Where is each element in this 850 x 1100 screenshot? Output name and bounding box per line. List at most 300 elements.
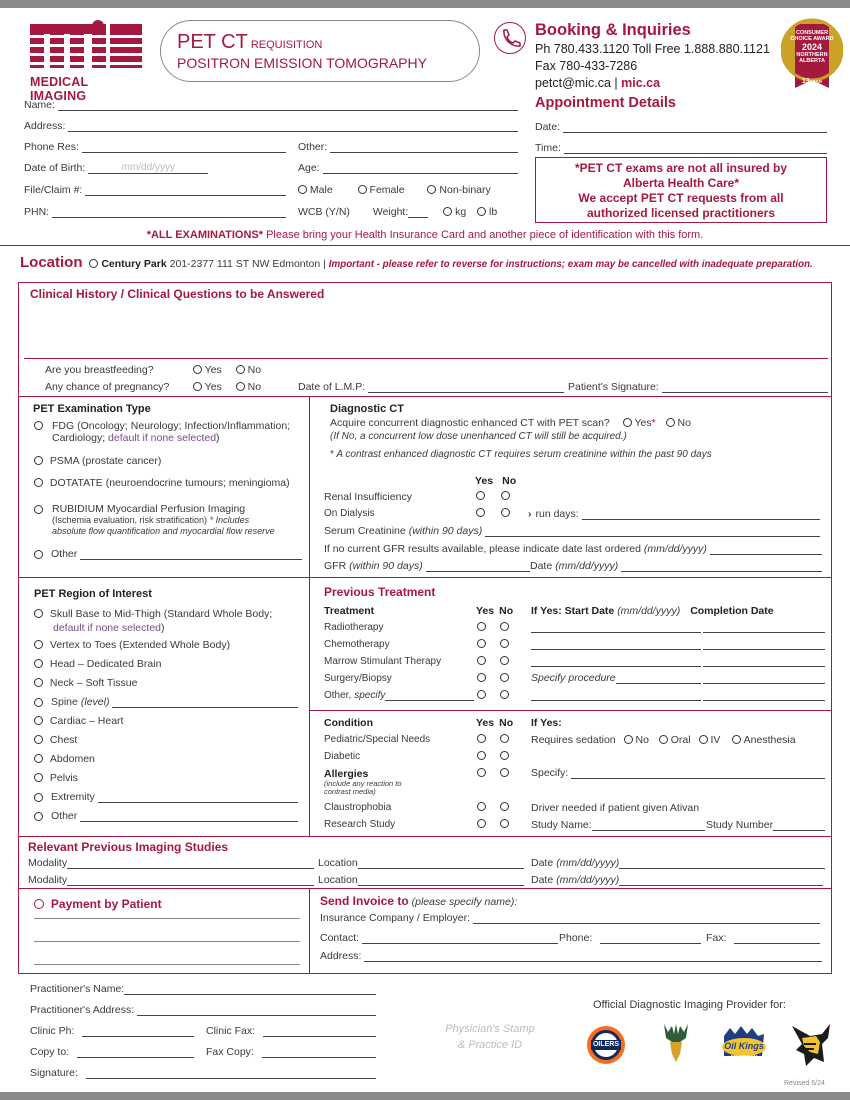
treatment-no[interactable] [500,690,509,699]
dotatate-label: DOTATATE (neuroendocrine tumours; meningioma) [49,477,290,489]
treatment-radios [477,638,509,650]
treatment-yes[interactable] [477,656,486,665]
bottom-bar [0,1092,850,1100]
region-radio[interactable] [34,716,43,725]
pediatric-yes[interactable] [477,734,486,743]
nonbinary-label: Non-binary [439,184,491,196]
sed-oral-label: Oral [670,734,691,746]
signature-label: Patient's Signature: [568,381,659,393]
region-item [34,715,123,727]
region-other-field[interactable] [34,810,298,822]
male-label: Male [309,184,333,196]
no-header: No [499,605,514,617]
ct-no-radio[interactable] [666,418,675,427]
region-radio[interactable] [34,773,43,782]
exam-type-title: PET Examination Type [33,403,151,415]
appointment-date-field[interactable] [535,121,827,133]
contact-field[interactable] [320,932,558,944]
award-l3: NORTHERN [796,52,828,58]
treatment-label: Surgery/Biopsy [324,673,392,684]
all-exams-text: Please bring your Health Insurance Card and another piece of identification with this form. [263,229,704,241]
appointment-title: Appointment Details [535,95,676,111]
practitioner-address-field[interactable] [30,1004,376,1016]
region-label: Skull Base to Mid-Thigh (Standard Whole Body; [49,608,273,620]
gfr-date-field[interactable] [530,560,822,572]
sedation-row [531,734,796,746]
study-number-label: Study Number [706,819,774,831]
fax-label: Fax: [706,932,727,944]
renal-label: Renal Insufficiency [324,491,412,503]
region-radio[interactable] [34,698,43,707]
nonbinary-radio[interactable] [427,185,436,194]
divider [18,888,832,889]
location-site: Century Park [101,258,167,270]
clinic-ph-label: Clinic Ph: [30,1025,75,1037]
lmp-label: Date of L.M.P: [298,381,366,393]
pregnancy-yes[interactable] [193,382,202,391]
clinic-fax-label: Clinic Fax: [206,1025,256,1037]
gfr-date-label: Date [530,560,553,572]
specify-label: Specify: [531,767,569,779]
physician-stamp-area[interactable] [430,1021,550,1053]
stingers-logo [788,1020,834,1066]
run-days-label: run days: [535,508,579,520]
region-radio[interactable] [34,659,43,668]
breastfeeding-label: Are you breastfeeding? [45,364,154,376]
treatment-yes[interactable] [477,639,486,648]
yes-header: Yes [476,605,495,617]
region-label: Cardiac – Heart [49,715,124,727]
sedation-iv[interactable] [699,735,708,744]
wcb-weight [298,206,497,218]
male-radio[interactable] [298,185,307,194]
payment-line[interactable] [34,964,300,965]
clinical-title: Clinical History / Clinical Questions to be Answered [30,287,325,301]
treatment-no[interactable] [500,622,509,631]
location-field[interactable] [318,874,524,886]
date-fmt: (mm/dd/yyyy) [556,857,620,869]
region-item [34,639,230,651]
region-default-text: default if none selected [53,622,161,634]
treatment-other-field[interactable] [324,690,474,701]
stamp-line2: & Practice ID [457,1039,523,1051]
lb-radio[interactable] [477,207,486,216]
treatment-no[interactable] [500,639,509,648]
appt-time-label: Time: [535,142,561,154]
dialysis-no[interactable] [501,508,510,517]
insurance-field[interactable] [320,912,820,924]
column-divider [309,888,310,974]
address-label: Address: [320,950,362,962]
kg-radio[interactable] [443,207,452,216]
condition-yes-no [476,717,513,729]
divider [309,710,832,711]
appointment-time-field[interactable] [535,142,827,154]
name-label: Name: [24,99,55,111]
renal-no[interactable] [501,491,510,500]
location-row [20,254,813,271]
fdg-text: FDG (Oncology; Neurology; Infection/Inflammation; [52,420,291,432]
revised-date: Revised 6/24 [784,1080,825,1087]
yes-header: Yes [476,717,495,729]
completion-date-input[interactable] [703,672,825,684]
region-label: Chest [49,734,78,746]
patient-signature-field[interactable] [568,381,828,393]
allergies-specify-field[interactable] [531,767,825,779]
region-radio[interactable] [34,640,43,649]
completion-date-input[interactable] [703,655,825,667]
logo-subtitle: MEDICAL IMAGING [30,75,89,103]
divider [18,577,832,578]
exam-other-label: Other [51,548,78,560]
region-label: Vertex to Toes (Extended Whole Body) [49,639,231,651]
treatment-radios [477,655,509,667]
sedation-label: Requires sedation [531,734,616,746]
booking-web [535,76,660,90]
region-radio[interactable] [34,678,43,687]
booking-title: Booking & Inquiries [535,21,691,39]
renal-radios [476,490,510,502]
ct-yes-no-header [475,475,516,487]
treatment-yes[interactable] [477,673,486,682]
completion-date-input[interactable] [703,621,825,633]
allergies-note1: (include any reaction to [324,779,402,788]
treatment-no[interactable] [500,656,509,665]
other-phone-field[interactable] [298,141,518,153]
study-number-field[interactable] [706,819,825,831]
title-pill [160,20,480,82]
lb-label: lb [489,206,498,218]
award-l4: ALBERTA [799,58,825,64]
region-default [53,622,165,634]
female-label: Female [369,184,405,196]
website-link[interactable]: mic.ca [621,76,661,90]
notice-line2: Alberta Health Care* [622,176,740,190]
date-label: Date [531,874,554,886]
exam-other-field[interactable] [34,548,302,560]
phone-res-label: Phone Res: [24,141,79,153]
pediatric-no[interactable] [500,734,509,743]
no-header: No [502,475,517,487]
signature-field[interactable] [30,1067,376,1079]
treatment-dates-header [531,605,774,617]
age-field[interactable] [298,162,518,174]
sedation-oral[interactable] [659,735,668,744]
oilers-text: OILERS [592,1041,620,1048]
signature-label: Signature: [30,1067,78,1079]
fdg-label [52,420,290,444]
run-days-field[interactable]: › run days: [528,508,820,520]
ct-yes-label: Yes [634,417,652,429]
ct-yes-radio[interactable] [623,418,632,427]
no-header: No [499,717,514,729]
kg-label: kg [455,206,467,218]
top-bar [0,0,850,8]
sedation-no[interactable] [624,735,633,744]
payment-title: Payment by Patient [50,897,162,911]
phn-label: PHN: [24,206,50,218]
fax-copy-field[interactable] [206,1046,376,1058]
region-label: Extremity [51,791,95,803]
study-date-field[interactable] [531,857,825,869]
century-park-radio[interactable] [89,259,98,268]
exam-other-radio[interactable] [34,550,43,559]
title-main: PET CT [177,31,248,53]
title-requisition: REQUISITION [250,39,323,51]
start-date-input[interactable] [531,689,701,701]
gfr-field[interactable] [324,560,530,572]
breastfeeding-yes[interactable] [193,365,202,374]
provider-title: Official Diagnostic Imaging Provider for: [593,999,786,1011]
psma-radio[interactable] [34,456,43,465]
weight-input[interactable] [408,206,428,218]
clinic-ph-field[interactable] [30,1025,194,1037]
lmp-field[interactable] [298,381,564,393]
dob-placeholder: mm/dd/yyyy [88,163,208,174]
specify-procedure-field[interactable] [531,672,701,684]
title-sub: POSITRON EMISSION TOMOGRAPHY [177,55,427,71]
region-radio[interactable] [34,735,43,744]
gfr-last-ordered-field[interactable] [324,543,822,555]
region-item [34,734,77,746]
region-item [34,772,78,784]
research-radios [477,818,509,830]
phone-res-field[interactable] [24,141,286,153]
address-field[interactable] [24,120,518,132]
treatment-yes[interactable] [477,622,486,631]
location-title: Location [20,254,83,271]
divider [18,396,832,397]
location-label: Location [318,857,358,869]
clinic-fax-field[interactable] [206,1025,376,1037]
mic-logo-mark [30,20,142,72]
treatment-radios [477,672,509,684]
sedation-anesthesia[interactable] [732,735,741,744]
region-radio[interactable] [34,754,43,763]
other-label: Other: [298,141,328,153]
invoice-fax-field[interactable] [706,932,820,944]
serum-creatinine-field[interactable] [324,525,820,537]
all-exams-bold: *ALL EXAMINATIONS* [146,229,264,241]
gfr-label: GFR [324,560,347,572]
award-years: 13 [801,78,810,85]
rubidium-radio[interactable] [34,505,43,514]
copy-to-label: Copy to: [30,1046,70,1058]
research-label: Research Study [324,819,396,830]
practitioner-address-label: Practitioner's Address: [30,1004,135,1016]
region-close: ) [161,622,165,634]
region-radio[interactable] [34,793,43,802]
treatment-yes-no [476,605,513,617]
psma-option [34,455,161,467]
rubidium-text2: (Ischemia evaluation, risk stratification) [52,515,208,525]
location-field[interactable] [318,857,524,869]
region-radio[interactable] [34,812,43,821]
completion-date-input[interactable] [703,689,825,701]
file-claim-field[interactable] [24,184,286,196]
name-field[interactable] [24,99,518,111]
notice-line4: authorized licensed practitioners [586,206,776,220]
region-item [34,753,95,765]
sed-no-label: No [635,734,649,746]
pediatric-label: Pediatric/Special Needs [324,734,431,745]
start-date-input[interactable] [531,638,701,650]
diabetic-yes[interactable] [477,751,486,760]
ct-no-label: No [677,417,691,429]
file-claim-label: File/Claim #: [24,184,83,196]
allergies-note [324,780,402,796]
gfr-date-fmt: (mm/dd/yyyy) [555,560,619,572]
treatment-yes[interactable] [477,690,486,699]
allergies-no[interactable] [500,768,509,777]
insurance-notice [535,157,827,223]
notice-line1: *PET CT exams are not all insured by [574,161,788,175]
award-year: 2024 [801,42,823,52]
study-name-label: Study Name: [531,819,592,831]
diabetic-no[interactable] [500,751,509,760]
yes-header: Yes [475,475,494,487]
separator: | [614,76,618,90]
ct-question: Acquire concurrent diagnostic enhanced CT with PET scan? [330,417,610,429]
invoice-phone-field[interactable] [559,932,701,944]
claustro-yes[interactable] [477,802,486,811]
phone-label: Phone: [559,932,593,944]
breastfeeding-no[interactable] [236,365,245,374]
modality-label: Modality [28,857,68,869]
ct-question-row [330,417,691,429]
rubidium-text3: * Includes [209,515,250,525]
fdg-option [34,420,43,432]
contrast-text: A contrast enhanced diagnostic CT requires serum creatinine within the past 90 days [333,449,712,460]
claustro-radios [477,801,509,813]
date-fmt: (mm/dd/yyyy) [556,874,620,886]
region-spine-field[interactable] [34,696,298,708]
ct-yes-star: * [651,417,656,429]
payment-line[interactable] [34,918,300,919]
claustro-label: Claustrophobia [324,802,392,813]
contact-label: Contact: [320,932,360,944]
booking-phone: Ph 780.433.1120 Toll Free 1.888.880.1121 [535,42,770,56]
region-item [34,658,161,670]
treatment-no[interactable] [500,673,509,682]
rubidium-option [34,504,43,516]
region-label: Head – Dedicated Brain [49,658,162,670]
diabetic-radios [477,750,509,762]
copy-to-field[interactable] [30,1046,194,1058]
dob-label: Date of Birth: [24,162,86,174]
dotatate-option [34,477,290,489]
region-item [34,677,137,689]
region-level: (level) [80,696,110,708]
date-label: Date [531,857,554,869]
treatment-radios [477,689,509,701]
modality-field[interactable] [28,857,314,869]
research-no[interactable] [500,819,509,828]
renal-yes[interactable] [476,491,485,500]
rubidium-label [52,504,275,537]
treatment-specify: specify [354,690,386,701]
region-label: Abdomen [49,753,95,765]
rubidium-text: RUBIDIUM Myocardial Perfusion Imaging [52,503,246,515]
invoice-address-field[interactable] [320,950,822,962]
gfr-within: (within 90 days) [349,560,423,572]
region-radio[interactable] [34,609,43,618]
fax-copy-label: Fax Copy: [206,1046,254,1058]
contrast-note [330,449,712,460]
fdg-radio[interactable] [34,421,43,430]
clinical-history-input[interactable] [26,304,826,356]
appt-date-label: Date: [535,121,561,133]
start-date-input[interactable] [531,621,701,633]
dob-field[interactable] [24,162,286,174]
treatment-label: Marrow Stimulant Therapy [324,656,442,667]
treatment-label: Radiotherapy [324,622,384,633]
pregnancy-row [45,381,261,393]
region-extremity-field[interactable] [34,791,298,803]
notice-line3: We accept PET CT requests from all [578,191,784,205]
claustro-no[interactable] [500,802,509,811]
gender-options [298,184,491,196]
divider [0,245,850,246]
research-yes[interactable] [477,819,486,828]
divider [18,836,832,837]
dialysis-radios [476,507,510,519]
treatment-label: Other, [324,690,352,701]
pregnancy-no[interactable] [236,382,245,391]
yes-label: Yes [204,381,222,393]
relevant-title: Relevant Previous Imaging Studies [28,840,229,854]
allergies-note2: contrast media) [324,787,376,796]
ct-note: (If No, a concurrent low dose unenhanced CT will still be acquired.) [330,431,627,442]
region-label: Spine [51,696,78,708]
award-years-label: YEAR [809,79,823,84]
email-link[interactable]: petct@mic.ca [535,76,611,90]
payment-option [34,897,162,911]
award-l2: CHOICE AWARD [790,36,834,42]
pregnancy-label: Any chance of pregnancy? [45,381,170,393]
payment-radio[interactable] [34,899,44,909]
award-l1: CONSUMER [795,30,829,36]
specify-procedure-label: Specify procedure [531,672,616,684]
oilers-logo [586,1025,626,1065]
start-date-input[interactable] [531,655,701,667]
award-badge [781,10,843,94]
invoice-title: Send Invoice to [320,894,409,908]
practitioner-name-field[interactable] [30,983,376,995]
completion-date-input[interactable] [703,638,825,650]
no-label: No [247,381,262,393]
female-radio[interactable] [358,185,367,194]
region-label: Pelvis [49,772,78,784]
study-date-field[interactable] [531,874,823,886]
allergies-yes[interactable] [477,768,486,777]
phone-icon [494,22,526,54]
phn-field[interactable] [24,206,286,218]
location-label: Location [318,874,358,886]
practitioner-name-label: Practitioner's Name: [30,983,125,995]
dotatate-radio[interactable] [34,478,43,487]
sed-anes-label: Anesthesia [743,734,796,746]
clinical-divider [24,358,828,359]
oil-kings-city: EDMONTON [730,1054,758,1059]
study-name-field[interactable] [531,819,705,831]
dialysis-yes[interactable] [476,508,485,517]
diabetic-label: Diabetic [324,751,361,762]
region-item [34,608,272,620]
modality-label: Modality [28,874,68,886]
modality-field[interactable] [28,874,314,886]
payment-line[interactable] [34,941,300,942]
